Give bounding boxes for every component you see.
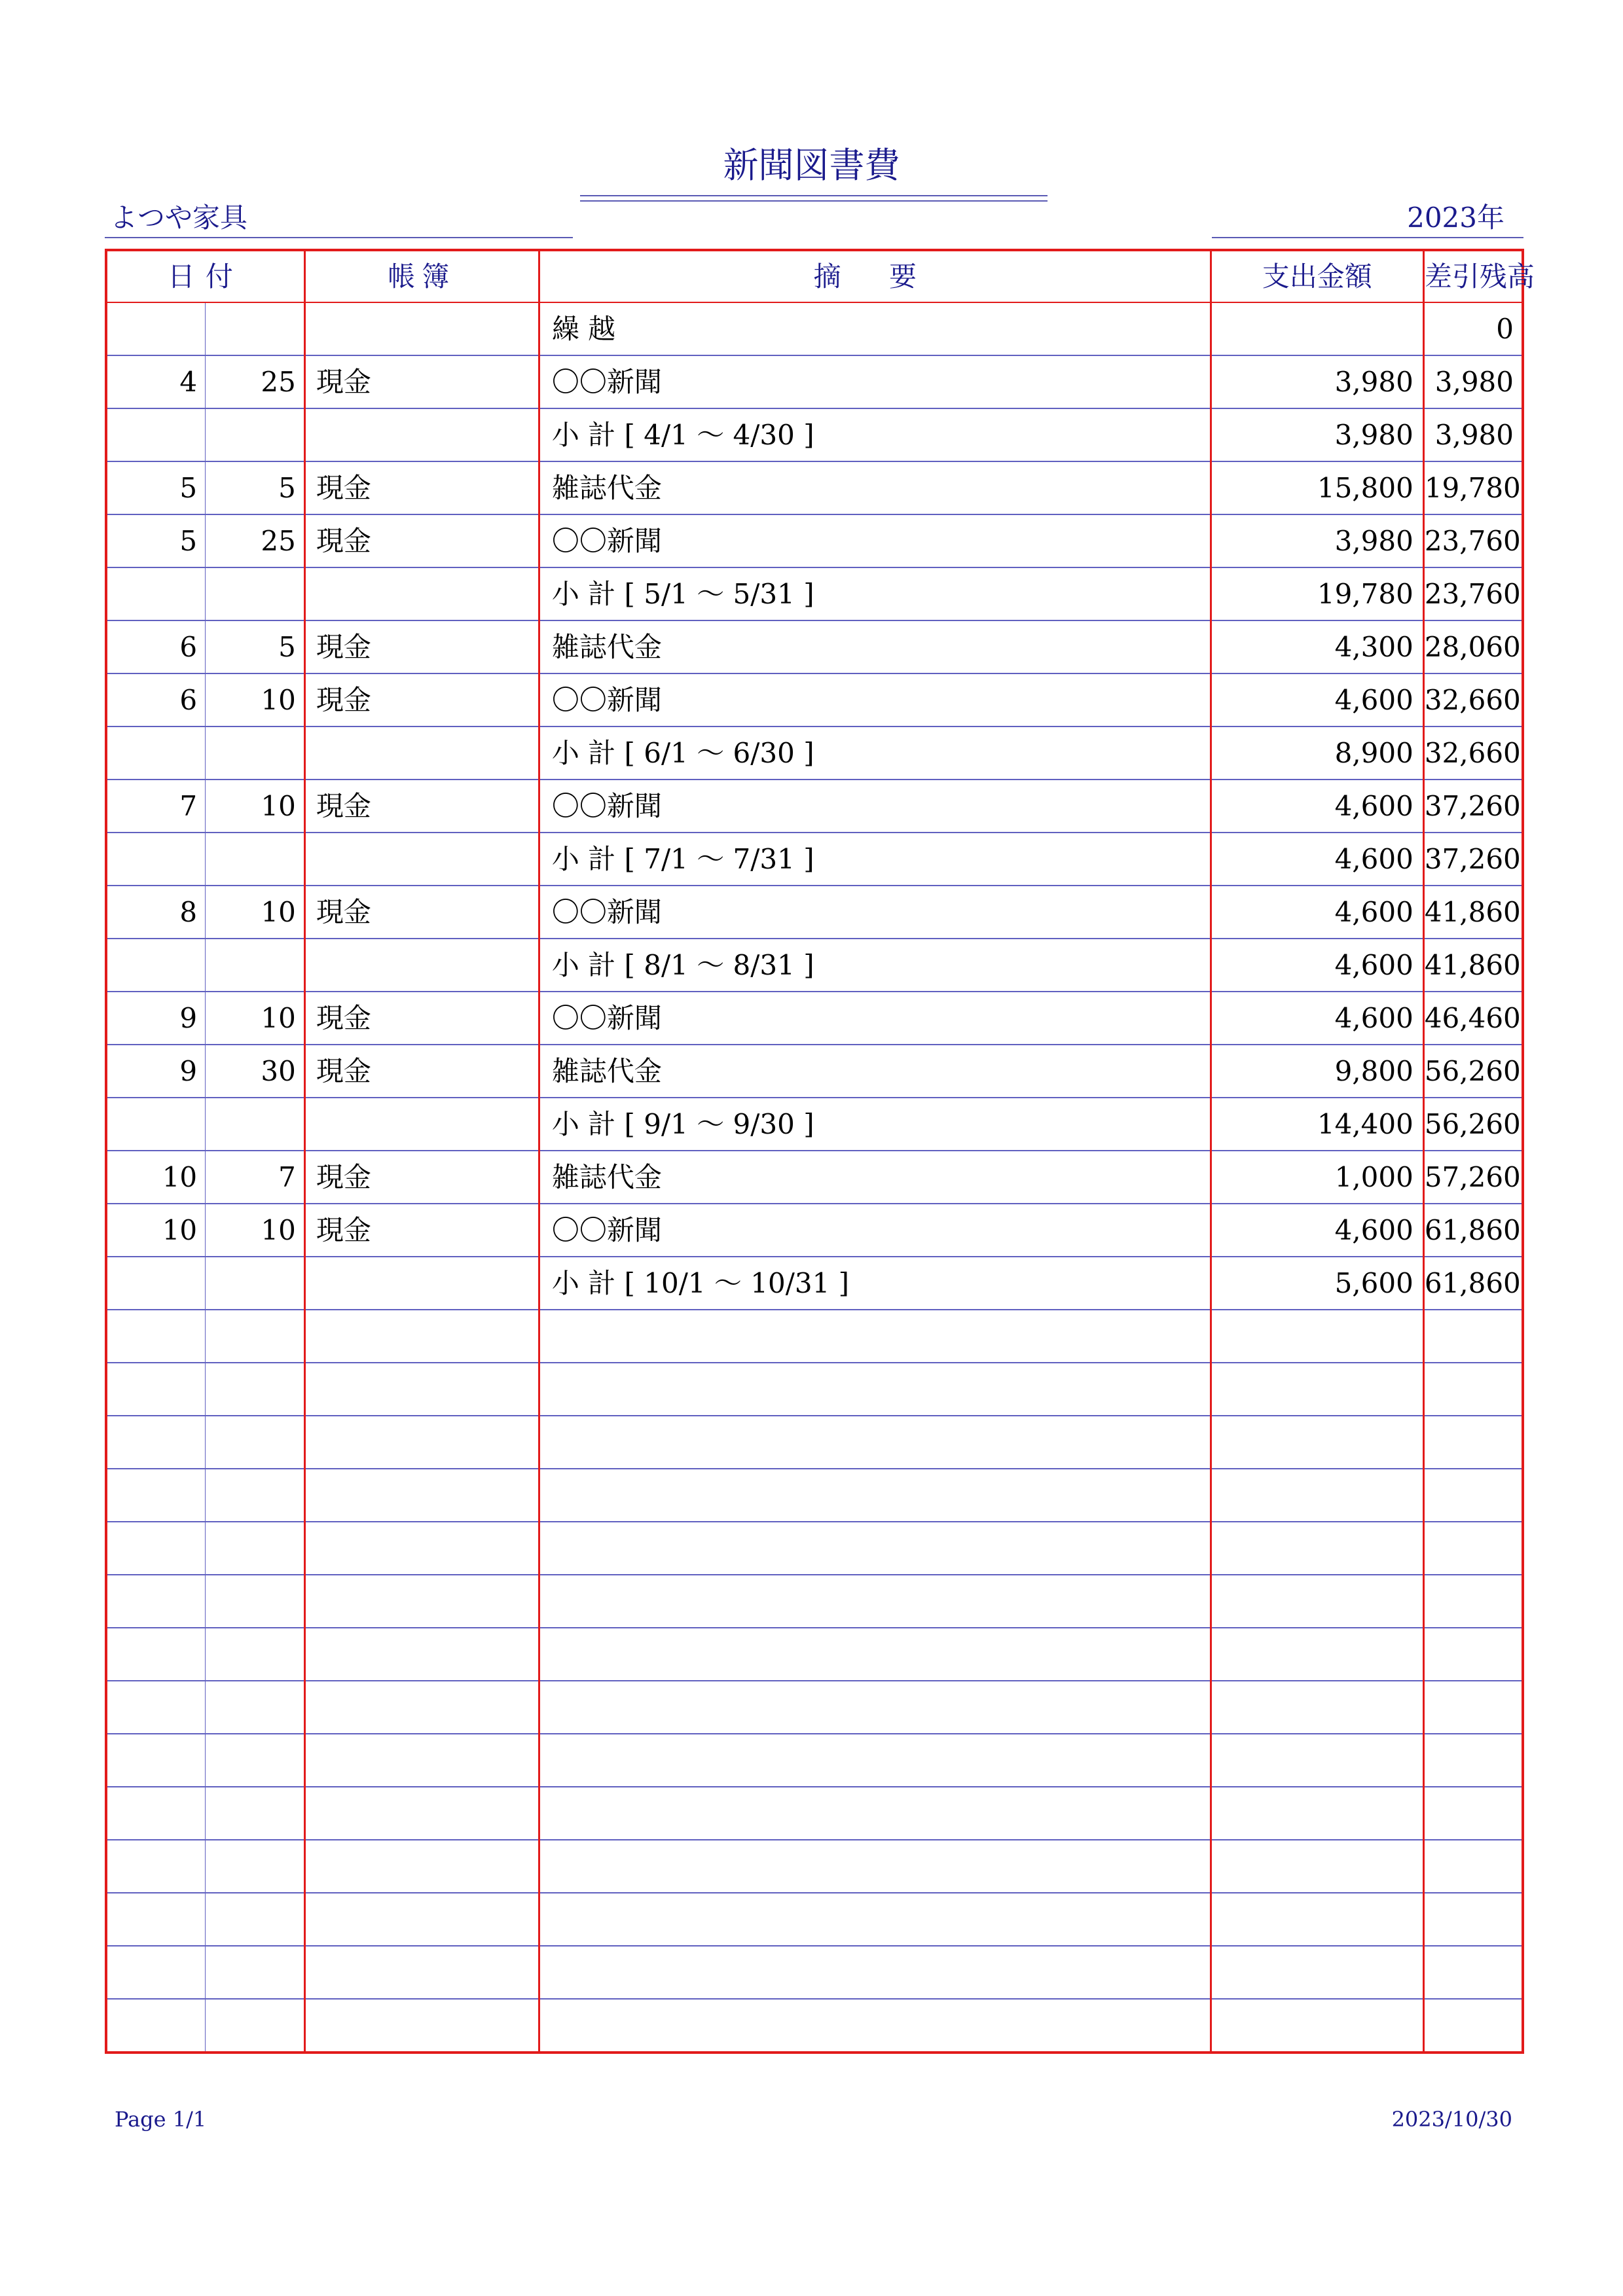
book-cell: 現金 [304, 620, 539, 673]
day-cell: 10 [206, 673, 305, 726]
month-cell [106, 1575, 206, 1628]
table-row [106, 886, 1523, 939]
amount-cell [1211, 1734, 1423, 1787]
ledger-table [105, 249, 1535, 2054]
amount-cell: 4,600 [1211, 1204, 1423, 1257]
day-cell [206, 1522, 305, 1575]
summary-cell: 雑誌代金 [539, 1045, 1211, 1098]
summary-cell [539, 1681, 1211, 1734]
amount-cell [1211, 1416, 1423, 1469]
balance-cell: 3,980 [1423, 408, 1523, 461]
amount-cell [1211, 1946, 1423, 1999]
balance-cell: 23,760 [1423, 514, 1523, 567]
table-row [106, 1257, 1523, 1310]
month-cell: 5 [106, 514, 206, 567]
amount-cell [1211, 302, 1423, 355]
book-cell: 現金 [304, 992, 539, 1045]
month-cell: 9 [106, 1045, 206, 1098]
book-cell [304, 833, 539, 886]
amount-cell [1211, 1628, 1423, 1681]
book-cell [304, 567, 539, 620]
book-cell: 現金 [304, 514, 539, 567]
header-balance: 差引残高 [1423, 250, 1523, 302]
balance-cell: 46,460 [1423, 992, 1523, 1045]
amount-cell [1211, 1522, 1423, 1575]
month-cell: 10 [106, 1204, 206, 1257]
page-number: Page 1/1 [115, 2107, 207, 2132]
table-row [106, 1204, 1523, 1257]
balance-cell: 0 [1423, 302, 1523, 355]
balance-cell: 37,260 [1423, 833, 1523, 886]
balance-cell: 37,260 [1423, 780, 1523, 833]
month-cell [106, 1734, 206, 1787]
day-cell [206, 1310, 305, 1363]
balance-cell [1423, 1628, 1523, 1681]
month-cell [106, 1787, 206, 1840]
table-row [106, 726, 1523, 780]
blank-row [106, 1363, 1523, 1416]
balance-cell: 28,060 [1423, 620, 1523, 673]
book-cell [304, 302, 539, 355]
day-cell [206, 1575, 305, 1628]
amount-cell [1211, 1681, 1423, 1734]
day-cell: 5 [206, 620, 305, 673]
amount-cell [1211, 1893, 1423, 1946]
day-cell [206, 1840, 305, 1893]
summary-cell: 小 計 [ 10/1 〜 10/31 ] [539, 1257, 1211, 1310]
month-cell [106, 302, 206, 355]
book-cell: 現金 [304, 886, 539, 939]
amount-cell [1211, 1575, 1423, 1628]
balance-cell: 3,980 [1423, 355, 1523, 408]
month-cell [106, 1469, 206, 1522]
book-cell [304, 1257, 539, 1310]
header-summary-text: 摘 要 [813, 260, 936, 293]
amount-cell [1211, 1840, 1423, 1893]
table-row [106, 1045, 1523, 1098]
balance-cell: 57,260 [1423, 1151, 1523, 1204]
summary-cell [539, 1363, 1211, 1416]
summary-cell [539, 1893, 1211, 1946]
table-row [106, 408, 1523, 461]
summary-cell: 〇〇新聞 [539, 673, 1211, 726]
amount-cell: 8,900 [1211, 726, 1423, 780]
table-row [106, 1098, 1523, 1151]
day-cell [206, 408, 305, 461]
book-cell [304, 1840, 539, 1893]
book-cell [304, 1787, 539, 1840]
blank-row [106, 1416, 1523, 1469]
company-name: よつや家具 [110, 202, 248, 234]
day-cell [206, 1257, 305, 1310]
summary-cell [539, 1628, 1211, 1681]
book-cell: 現金 [304, 355, 539, 408]
book-cell [304, 1946, 539, 1999]
amount-cell: 5,600 [1211, 1257, 1423, 1310]
month-cell [106, 1946, 206, 1999]
balance-cell [1423, 1734, 1523, 1787]
day-cell: 7 [206, 1151, 305, 1204]
amount-cell: 3,980 [1211, 408, 1423, 461]
balance-cell: 41,860 [1423, 886, 1523, 939]
amount-cell: 1,000 [1211, 1151, 1423, 1204]
amount-cell: 3,980 [1211, 355, 1423, 408]
header-date: 日付 [106, 250, 304, 302]
blank-row [106, 1840, 1523, 1893]
summary-cell: 〇〇新聞 [539, 1204, 1211, 1257]
day-cell: 5 [206, 461, 305, 514]
summary-cell: 小 計 [ 7/1 〜 7/31 ] [539, 833, 1211, 886]
month-cell [106, 567, 206, 620]
balance-cell: 56,260 [1423, 1098, 1523, 1151]
month-cell [106, 408, 206, 461]
blank-row [106, 1310, 1523, 1363]
month-cell [106, 1257, 206, 1310]
month-cell [106, 1416, 206, 1469]
book-cell [304, 1681, 539, 1734]
table-row [106, 302, 1523, 355]
month-cell [106, 939, 206, 992]
table-row [106, 355, 1523, 408]
month-cell: 10 [106, 1151, 206, 1204]
day-cell [206, 833, 305, 886]
month-cell: 6 [106, 673, 206, 726]
balance-cell: 32,660 [1423, 673, 1523, 726]
day-cell [206, 1416, 305, 1469]
table-row [106, 1151, 1523, 1204]
balance-cell [1423, 1469, 1523, 1522]
day-cell [206, 1681, 305, 1734]
amount-cell: 4,600 [1211, 886, 1423, 939]
day-cell [206, 1999, 305, 2053]
title-underline-2 [580, 200, 1048, 202]
book-cell: 現金 [304, 780, 539, 833]
book-cell [304, 1098, 539, 1151]
day-cell: 10 [206, 1204, 305, 1257]
day-cell [206, 1628, 305, 1681]
month-cell: 5 [106, 461, 206, 514]
book-cell [304, 408, 539, 461]
day-cell: 10 [206, 780, 305, 833]
day-cell [206, 1098, 305, 1151]
table-row [106, 833, 1523, 886]
summary-cell: 雑誌代金 [539, 1151, 1211, 1204]
blank-row [106, 1628, 1523, 1681]
book-cell: 現金 [304, 1204, 539, 1257]
summary-cell: 小 計 [ 5/1 〜 5/31 ] [539, 567, 1211, 620]
month-cell [106, 1310, 206, 1363]
month-cell: 4 [106, 355, 206, 408]
day-cell [206, 726, 305, 780]
day-cell: 25 [206, 514, 305, 567]
amount-cell: 9,800 [1211, 1045, 1423, 1098]
balance-cell [1423, 1522, 1523, 1575]
balance-cell: 19,780 [1423, 461, 1523, 514]
book-cell: 現金 [304, 461, 539, 514]
blank-row [106, 1575, 1523, 1628]
day-cell [206, 1469, 305, 1522]
summary-cell: 繰 越 [539, 302, 1211, 355]
year-underline [1212, 237, 1523, 238]
header-summary [539, 250, 1211, 302]
amount-cell: 4,300 [1211, 620, 1423, 673]
day-cell: 30 [206, 1045, 305, 1098]
blank-row [106, 1469, 1523, 1522]
summary-cell: 小 計 [ 8/1 〜 8/31 ] [539, 939, 1211, 992]
book-cell [304, 1416, 539, 1469]
book-cell [304, 1734, 539, 1787]
month-cell: 8 [106, 886, 206, 939]
blank-row [106, 1681, 1523, 1734]
day-cell [206, 1787, 305, 1840]
amount-cell: 4,600 [1211, 992, 1423, 1045]
summary-cell [539, 1840, 1211, 1893]
header-book: 帳簿 [304, 250, 539, 302]
amount-cell [1211, 1363, 1423, 1416]
summary-cell [539, 1310, 1211, 1363]
balance-cell: 23,760 [1423, 567, 1523, 620]
balance-cell [1423, 1999, 1523, 2053]
month-cell [106, 833, 206, 886]
company-underline [105, 237, 573, 238]
month-cell: 9 [106, 992, 206, 1045]
amount-cell: 4,600 [1211, 833, 1423, 886]
balance-cell [1423, 1893, 1523, 1946]
summary-cell [539, 1469, 1211, 1522]
month-cell [106, 1681, 206, 1734]
month-cell [106, 1999, 206, 2053]
balance-cell [1423, 1363, 1523, 1416]
summary-cell [539, 1575, 1211, 1628]
balance-cell [1423, 1787, 1523, 1840]
day-cell [206, 1363, 305, 1416]
amount-cell: 4,600 [1211, 939, 1423, 992]
table-row [106, 620, 1523, 673]
blank-row [106, 1787, 1523, 1840]
summary-cell [539, 1416, 1211, 1469]
blank-row [106, 1893, 1523, 1946]
summary-cell [539, 1999, 1211, 2053]
blank-row [106, 1734, 1523, 1787]
balance-cell [1423, 1946, 1523, 1999]
book-cell: 現金 [304, 1151, 539, 1204]
blank-row [106, 1522, 1523, 1575]
table-row [106, 673, 1523, 726]
month-cell [106, 1840, 206, 1893]
day-cell [206, 302, 305, 355]
summary-cell: 〇〇新聞 [539, 514, 1211, 567]
amount-cell [1211, 1999, 1423, 2053]
amount-cell [1211, 1310, 1423, 1363]
day-cell [206, 1734, 305, 1787]
book-cell [304, 1575, 539, 1628]
balance-cell [1423, 1681, 1523, 1734]
summary-cell: 〇〇新聞 [539, 886, 1211, 939]
day-cell [206, 1946, 305, 1999]
month-cell: 7 [106, 780, 206, 833]
month-cell [106, 1363, 206, 1416]
blank-row [106, 1999, 1523, 2053]
balance-cell: 32,660 [1423, 726, 1523, 780]
title-underline [580, 195, 1048, 196]
summary-cell: 雑誌代金 [539, 461, 1211, 514]
month-cell [106, 726, 206, 780]
book-cell: 現金 [304, 673, 539, 726]
table-row [106, 992, 1523, 1045]
summary-cell: 〇〇新聞 [539, 780, 1211, 833]
day-cell [206, 939, 305, 992]
day-cell [206, 1893, 305, 1946]
book-cell [304, 1999, 539, 2053]
day-cell: 25 [206, 355, 305, 408]
summary-cell: 小 計 [ 4/1 〜 4/30 ] [539, 408, 1211, 461]
month-cell [106, 1098, 206, 1151]
amount-cell: 4,600 [1211, 780, 1423, 833]
month-cell [106, 1893, 206, 1946]
summary-cell: 雑誌代金 [539, 620, 1211, 673]
month-cell [106, 1628, 206, 1681]
balance-cell: 41,860 [1423, 939, 1523, 992]
book-cell [304, 1469, 539, 1522]
balance-cell [1423, 1416, 1523, 1469]
month-cell [106, 1522, 206, 1575]
book-cell [304, 1893, 539, 1946]
amount-cell: 14,400 [1211, 1098, 1423, 1151]
table-row [106, 939, 1523, 992]
summary-cell [539, 1734, 1211, 1787]
book-cell [304, 1628, 539, 1681]
ledger-body [106, 302, 1523, 2053]
year-label: 2023年 [1407, 202, 1504, 234]
blank-row [106, 1946, 1523, 1999]
book-cell [304, 1522, 539, 1575]
table-row [106, 780, 1523, 833]
amount-cell [1211, 1469, 1423, 1522]
print-date: 2023/10/30 [1391, 2107, 1512, 2132]
header-row [106, 250, 1523, 302]
balance-cell [1423, 1840, 1523, 1893]
book-cell [304, 939, 539, 992]
summary-cell [539, 1522, 1211, 1575]
summary-cell: 〇〇新聞 [539, 992, 1211, 1045]
summary-cell: 〇〇新聞 [539, 355, 1211, 408]
day-cell [206, 567, 305, 620]
amount-cell: 19,780 [1211, 567, 1423, 620]
summary-cell: 小 計 [ 6/1 〜 6/30 ] [539, 726, 1211, 780]
balance-cell [1423, 1575, 1523, 1628]
page-title: 新聞図書費 [723, 145, 900, 186]
book-cell [304, 726, 539, 780]
month-cell: 6 [106, 620, 206, 673]
balance-cell: 61,860 [1423, 1257, 1523, 1310]
day-cell: 10 [206, 992, 305, 1045]
balance-cell [1423, 1310, 1523, 1363]
summary-cell [539, 1787, 1211, 1840]
book-cell: 現金 [304, 1045, 539, 1098]
balance-cell: 61,860 [1423, 1204, 1523, 1257]
book-cell [304, 1363, 539, 1416]
day-cell: 10 [206, 886, 305, 939]
balance-cell: 56,260 [1423, 1045, 1523, 1098]
amount-cell: 4,600 [1211, 673, 1423, 726]
header-amount: 支出金額 [1211, 250, 1423, 302]
summary-cell: 小 計 [ 9/1 〜 9/30 ] [539, 1098, 1211, 1151]
amount-cell [1211, 1787, 1423, 1840]
book-cell [304, 1310, 539, 1363]
amount-cell: 15,800 [1211, 461, 1423, 514]
table-row [106, 514, 1523, 567]
amount-cell: 3,980 [1211, 514, 1423, 567]
table-row [106, 567, 1523, 620]
table-row [106, 461, 1523, 514]
summary-cell [539, 1946, 1211, 1999]
